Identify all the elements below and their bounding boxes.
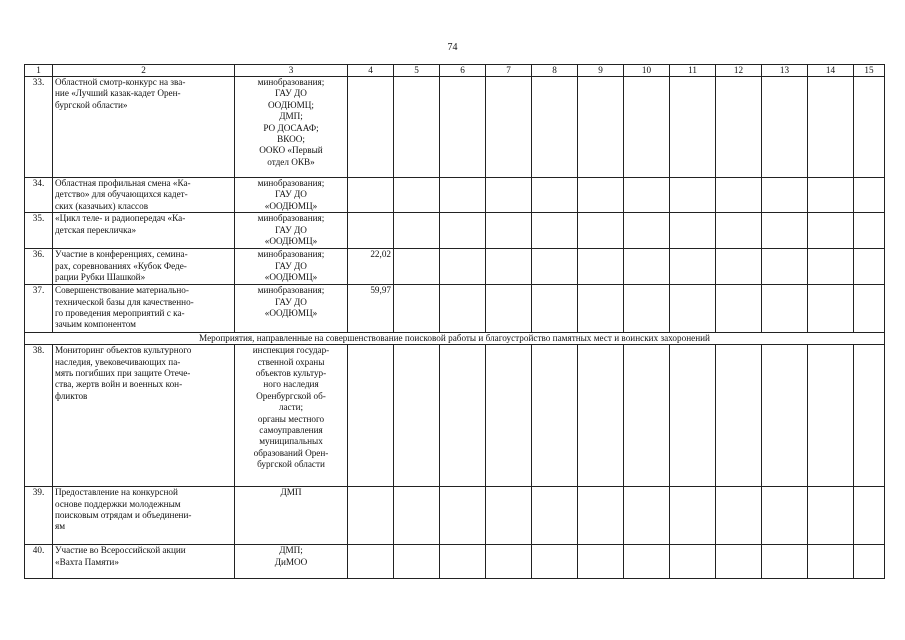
empty-cell: [440, 77, 486, 178]
empty-cell: [578, 178, 624, 213]
empty-cell: [716, 213, 762, 249]
empty-cell: [624, 77, 670, 178]
activity-name: [53, 249, 235, 285]
empty-cell: [762, 77, 808, 178]
funding-value: [348, 545, 394, 579]
column-number-5: 5: [394, 65, 440, 77]
empty-cell: [808, 77, 854, 178]
text-line: основе поддержки молодежным: [55, 498, 181, 509]
empty-cell: [808, 545, 854, 579]
text-line: ства, жертв войн и военных кон-: [55, 379, 183, 390]
text-line: ООДЮМЦ;: [268, 99, 314, 110]
empty-cell: [670, 213, 716, 249]
funding-value: [348, 77, 394, 178]
text-line: детство» для обучающихся кадет-: [55, 189, 188, 200]
text-line: фликтов: [55, 390, 88, 401]
empty-cell: [670, 345, 716, 487]
text-line: ного наследия: [263, 379, 319, 390]
empty-cell: [854, 545, 885, 579]
page-number: 74: [447, 42, 458, 53]
funding-value: [348, 487, 394, 545]
empty-cell: [808, 285, 854, 333]
empty-cell: [716, 249, 762, 285]
text-line: «ООДЮМЦ»: [264, 200, 318, 211]
row-number: 39.: [25, 487, 53, 545]
funding-value: [348, 213, 394, 249]
empty-cell: [486, 77, 532, 178]
funding-value: 59,97: [348, 285, 394, 333]
empty-cell: [762, 545, 808, 579]
text-line: ДМП: [280, 487, 302, 498]
text-line: Участие в конференциях, семина-: [55, 249, 188, 260]
activity-name: [53, 345, 235, 487]
empty-cell: [532, 178, 578, 213]
column-number-14: 14: [808, 65, 854, 77]
responsible-executor: [235, 285, 348, 333]
table-row: [25, 487, 885, 545]
empty-cell: [486, 249, 532, 285]
text-line: детская перекличка»: [55, 224, 137, 235]
empty-cell: [532, 545, 578, 579]
row-number: 34.: [25, 178, 53, 213]
row-number: 38.: [25, 345, 53, 487]
empty-cell: [854, 213, 885, 249]
text-line: Областная профильная смена «Ка-: [55, 178, 191, 188]
text-line: минобразования;: [257, 213, 325, 224]
text-line: Областной смотр-конкурс на зва-: [55, 77, 186, 87]
empty-cell: [578, 249, 624, 285]
empty-cell: [532, 285, 578, 333]
text-line: органы местного: [257, 413, 325, 424]
column-number-row: [25, 65, 885, 77]
empty-cell: [808, 178, 854, 213]
text-line: муниципальных: [259, 436, 323, 447]
text-line: минобразования;: [257, 249, 325, 260]
text-line: ДиМОО: [274, 556, 308, 567]
column-number-10: 10: [624, 65, 670, 77]
empty-cell: [486, 545, 532, 579]
empty-cell: [440, 487, 486, 545]
text-line: образований Орен-: [253, 447, 329, 458]
empty-cell: [854, 285, 885, 333]
empty-cell: [578, 213, 624, 249]
row-number: 40.: [25, 545, 53, 579]
table-row: [25, 213, 885, 249]
empty-cell: [624, 285, 670, 333]
empty-cell: [394, 213, 440, 249]
empty-cell: [486, 487, 532, 545]
empty-cell: [716, 77, 762, 178]
row-number: 33.: [25, 77, 53, 178]
empty-cell: [440, 545, 486, 579]
column-number-11: 11: [670, 65, 716, 77]
empty-cell: [670, 178, 716, 213]
empty-cell: [670, 77, 716, 178]
activity-name: [53, 77, 235, 178]
empty-cell: [716, 545, 762, 579]
empty-cell: [854, 345, 885, 487]
activity-name: [53, 487, 235, 545]
empty-cell: [762, 249, 808, 285]
activity-name: [53, 213, 235, 249]
column-number-4: 4: [348, 65, 394, 77]
text-line: мять погибших при защите Отече-: [55, 368, 191, 379]
empty-cell: [716, 285, 762, 333]
empty-cell: [486, 345, 532, 487]
empty-cell: [854, 77, 885, 178]
row-number: 37.: [25, 285, 53, 333]
text-line: инспекция государ-: [252, 345, 330, 356]
text-line: отдел ОКВ»: [267, 156, 315, 167]
text-line: ских (казачьих) классов: [55, 200, 149, 211]
column-number-1: 1: [25, 65, 53, 77]
table-row: [25, 249, 885, 285]
responsible-executor: [235, 545, 348, 579]
empty-cell: [394, 249, 440, 285]
empty-cell: [532, 213, 578, 249]
empty-cell: [670, 285, 716, 333]
table-row: [25, 77, 885, 178]
empty-cell: [808, 249, 854, 285]
text-line: рации Рубки Шашкой»: [55, 272, 146, 283]
text-line: технической базы для качественно-: [55, 296, 194, 307]
column-number-3: 3: [235, 65, 348, 77]
empty-cell: [624, 545, 670, 579]
responsible-executor: [235, 345, 348, 487]
column-number-15: 15: [854, 65, 885, 77]
text-line: ям: [55, 521, 66, 532]
text-line: «Цикл теле- и радиопередач «Ка-: [55, 213, 186, 224]
funding-value: [348, 345, 394, 487]
empty-cell: [394, 545, 440, 579]
table-row: [25, 178, 885, 213]
table-row: [25, 345, 885, 487]
text-line: «ООДЮМЦ»: [264, 272, 318, 283]
text-line: зачьим компонентом: [55, 319, 136, 330]
empty-cell: [394, 487, 440, 545]
text-line: «Вахта Памяти»: [55, 556, 119, 567]
empty-cell: [670, 487, 716, 545]
empty-cell: [486, 213, 532, 249]
text-line: бургской области: [257, 459, 325, 470]
text-line: ГАУ ДО: [275, 296, 307, 307]
text-line: поисковым отрядам и объединени-: [55, 510, 192, 521]
text-line: объектов культур-: [255, 368, 327, 379]
empty-cell: [762, 487, 808, 545]
empty-cell: [578, 487, 624, 545]
empty-cell: [762, 285, 808, 333]
empty-cell: [532, 345, 578, 487]
empty-cell: [578, 285, 624, 333]
column-number-7: 7: [486, 65, 532, 77]
row-number: 35.: [25, 213, 53, 249]
empty-cell: [532, 487, 578, 545]
text-line: ВКОО;: [277, 134, 305, 145]
empty-cell: [808, 213, 854, 249]
text-line: «ООДЮМЦ»: [264, 308, 318, 319]
text-line: го проведения мероприятий с ка-: [55, 308, 185, 319]
empty-cell: [716, 345, 762, 487]
empty-cell: [486, 285, 532, 333]
empty-cell: [624, 345, 670, 487]
empty-cell: [440, 345, 486, 487]
section-title: Мероприятия, направленные на совершенствование поисковой работы и благоустройство памятных мест и воинских захоронений: [25, 333, 885, 345]
section-row: [25, 333, 885, 345]
empty-cell: [670, 249, 716, 285]
responsible-executor: [235, 178, 348, 213]
responsible-executor: [235, 213, 348, 249]
text-line: ГАУ ДО: [275, 88, 307, 99]
text-line: Участие во Всероссийской акции: [55, 545, 186, 556]
empty-cell: [440, 249, 486, 285]
text-line: ние «Лучший казак-кадет Орен-: [55, 88, 181, 99]
empty-cell: [762, 213, 808, 249]
responsible-executor: [235, 249, 348, 285]
text-line: самоуправления: [259, 425, 323, 436]
table-row: [25, 285, 885, 333]
text-line: Совершенствование материально-: [55, 285, 189, 296]
column-number-12: 12: [716, 65, 762, 77]
text-line: Предоставление на конкурсной: [55, 487, 178, 498]
empty-cell: [578, 545, 624, 579]
empty-cell: [578, 345, 624, 487]
text-line: бургской области»: [55, 99, 128, 110]
funding-value: 22,02: [348, 249, 394, 285]
text-line: ГАУ ДО: [275, 189, 307, 200]
text-line: ГАУ ДО: [275, 224, 307, 235]
empty-cell: [716, 178, 762, 213]
text-line: ственной охраны: [257, 356, 325, 367]
empty-cell: [762, 345, 808, 487]
text-line: ДМП;: [279, 111, 303, 122]
text-line: РО ДОСААФ;: [263, 122, 319, 133]
empty-cell: [762, 178, 808, 213]
column-number-6: 6: [440, 65, 486, 77]
empty-cell: [808, 487, 854, 545]
column-number-2: 2: [53, 65, 235, 77]
row-number: 36.: [25, 249, 53, 285]
empty-cell: [486, 178, 532, 213]
empty-cell: [394, 77, 440, 178]
text-line: ДМП;: [279, 545, 303, 556]
table-row: [25, 545, 885, 579]
empty-cell: [624, 249, 670, 285]
funding-value: [348, 178, 394, 213]
empty-cell: [854, 178, 885, 213]
responsible-executor: [235, 487, 348, 545]
text-line: Оренбургской об-: [256, 390, 326, 401]
text-line: ласти;: [278, 402, 304, 413]
empty-cell: [854, 487, 885, 545]
text-line: наследия, увековечивающих па-: [55, 356, 181, 367]
text-line: минобразования;: [257, 178, 325, 188]
empty-cell: [808, 345, 854, 487]
empty-cell: [716, 487, 762, 545]
text-line: Мониторинг объектов культурного: [55, 345, 192, 356]
empty-cell: [624, 487, 670, 545]
text-line: рах, соревнованиях «Кубок Феде-: [55, 260, 187, 271]
text-line: ГАУ ДО: [275, 260, 307, 271]
responsible-executor: [235, 77, 348, 178]
activity-name: [53, 285, 235, 333]
empty-cell: [394, 285, 440, 333]
activity-name: [53, 545, 235, 579]
activity-name: [53, 178, 235, 213]
text-line: ООКО «Первый: [259, 145, 323, 156]
empty-cell: [578, 77, 624, 178]
empty-cell: [532, 77, 578, 178]
empty-cell: [670, 545, 716, 579]
empty-cell: [394, 345, 440, 487]
empty-cell: [854, 249, 885, 285]
empty-cell: [394, 178, 440, 213]
text-line: «ООДЮМЦ»: [264, 236, 318, 247]
column-number-13: 13: [762, 65, 808, 77]
empty-cell: [532, 249, 578, 285]
column-number-9: 9: [578, 65, 624, 77]
empty-cell: [440, 213, 486, 249]
program-table: [24, 64, 885, 579]
text-line: минобразования;: [257, 285, 325, 296]
empty-cell: [624, 213, 670, 249]
text-line: минобразования;: [257, 77, 325, 87]
empty-cell: [624, 178, 670, 213]
empty-cell: [440, 178, 486, 213]
column-number-8: 8: [532, 65, 578, 77]
empty-cell: [440, 285, 486, 333]
